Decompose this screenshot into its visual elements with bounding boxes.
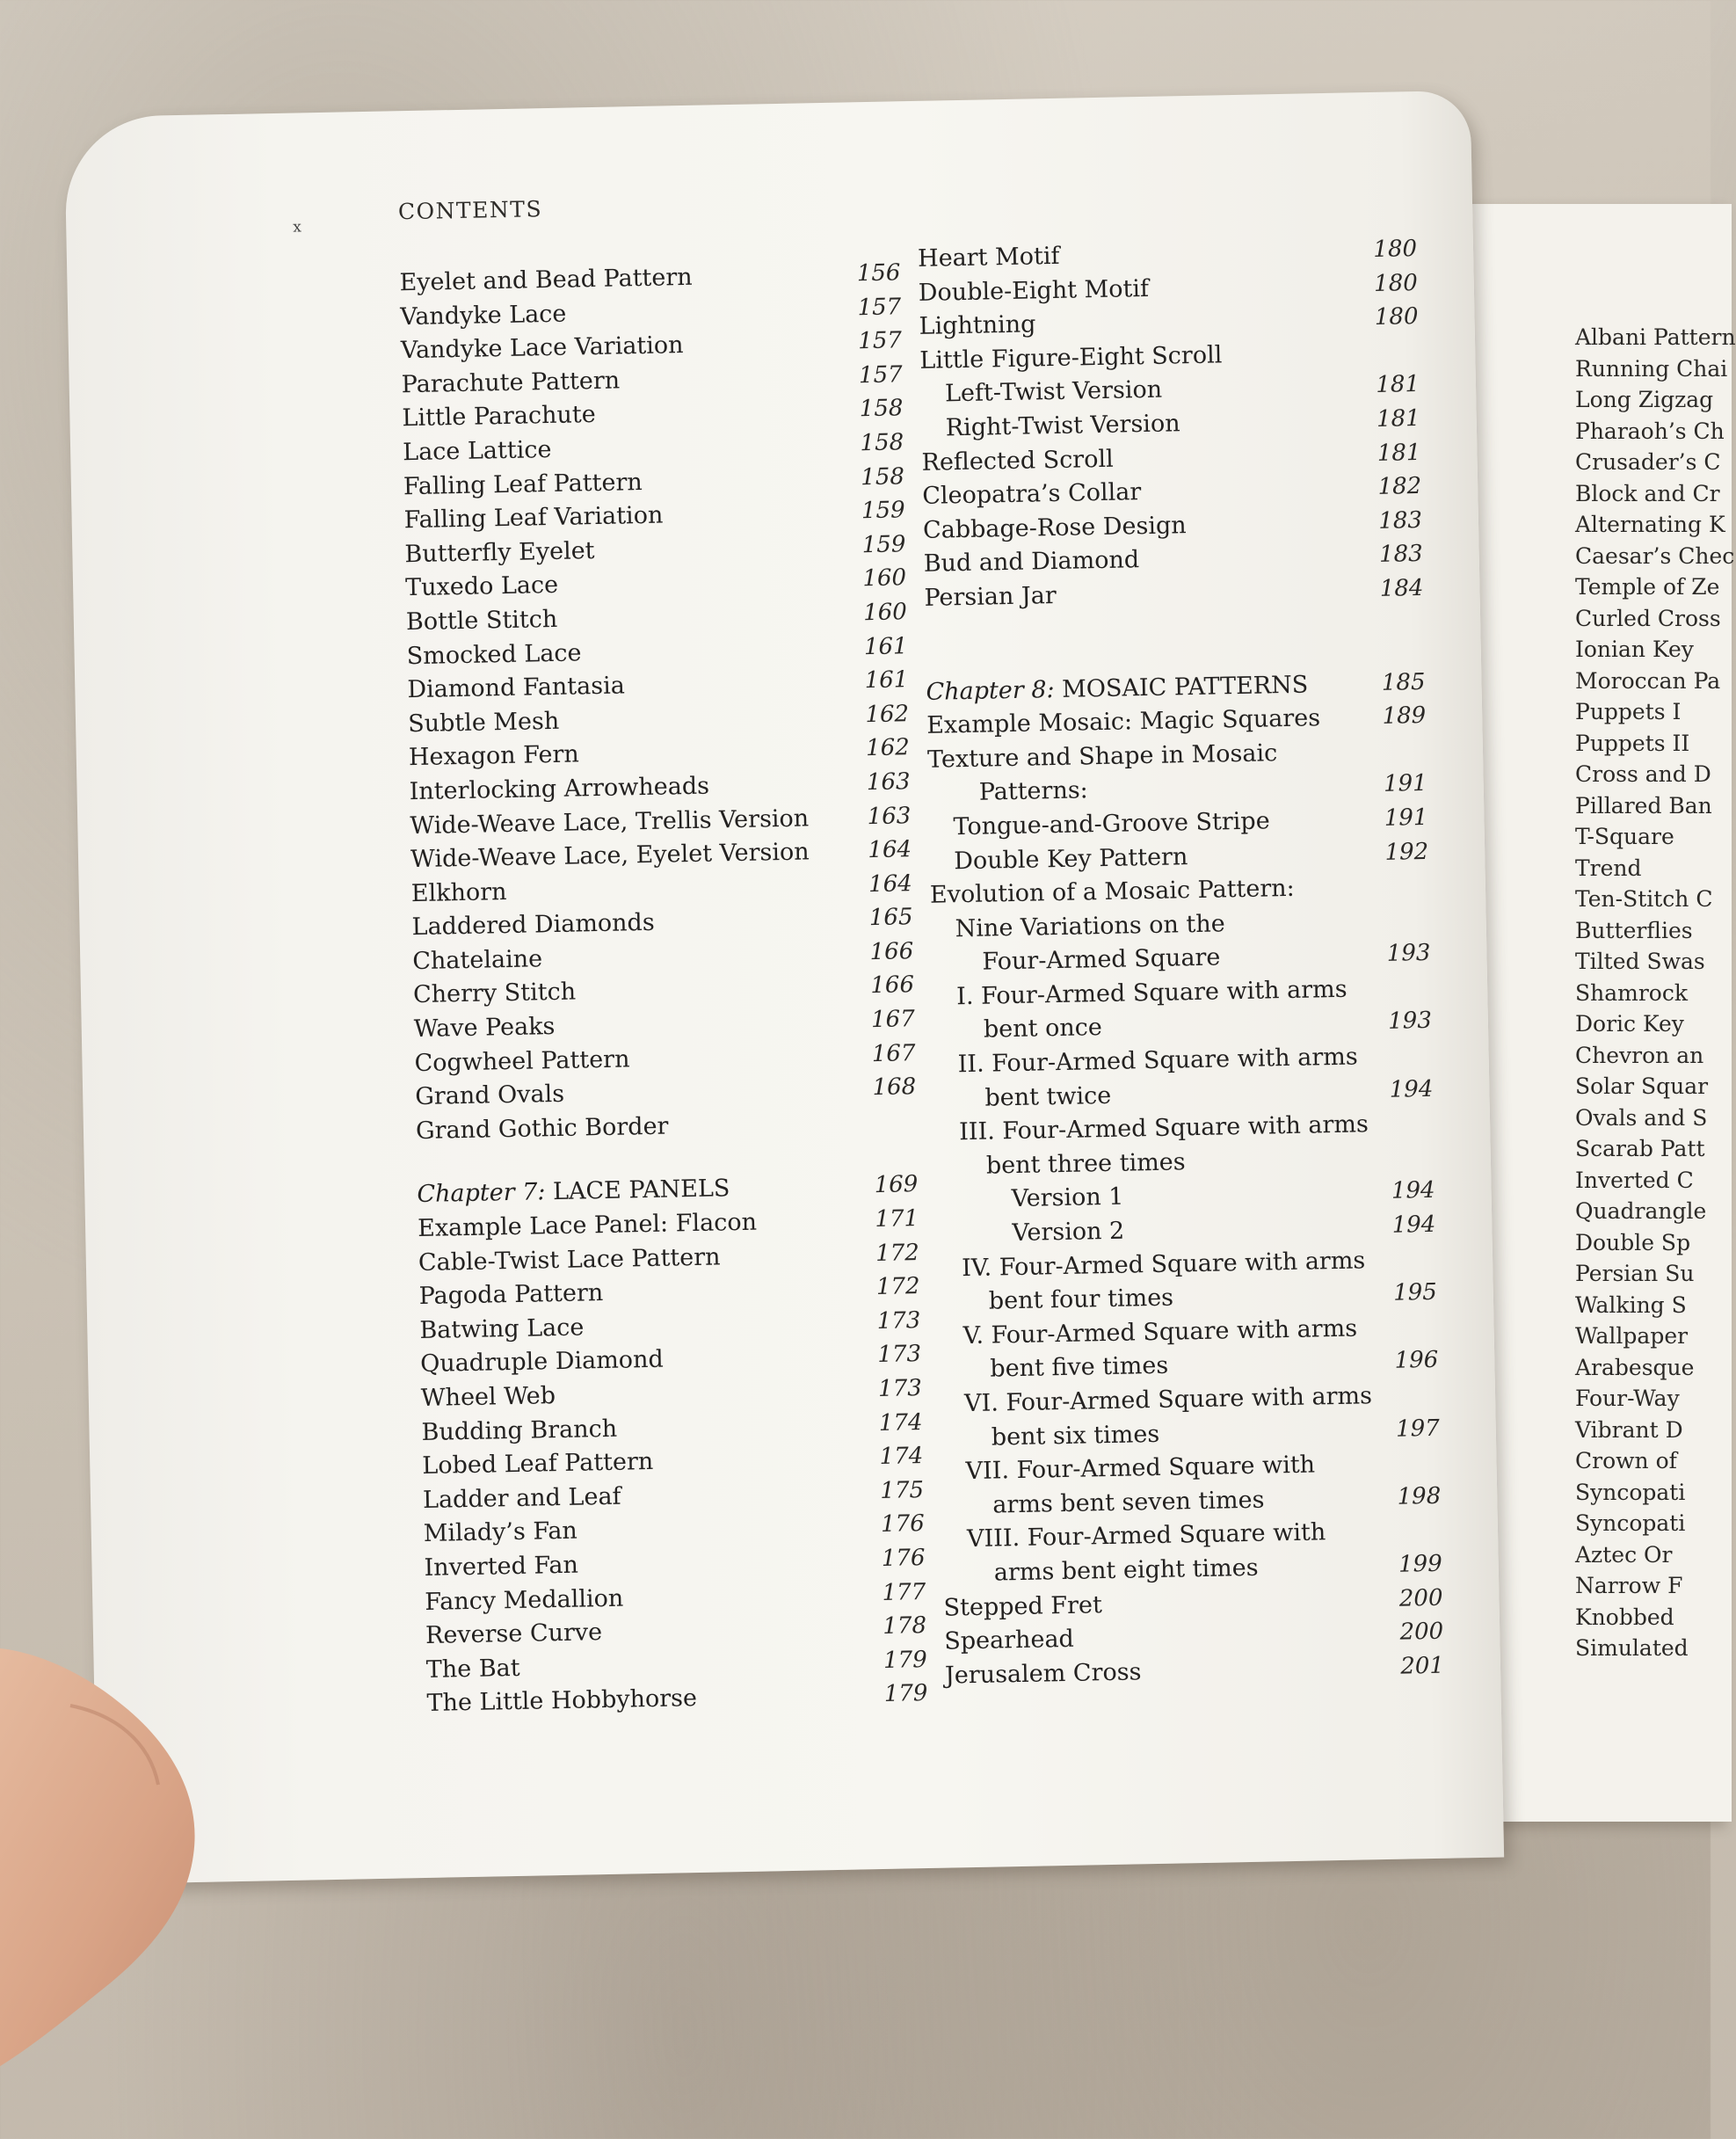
entry-page: 181: [1376, 439, 1421, 467]
entry-title: Grand Gothic Border: [415, 1112, 669, 1145]
next-page-entry: Puppets I: [1575, 699, 1682, 724]
entry-title: Right-Twist Version: [945, 410, 1180, 442]
entry-title: bent six times: [991, 1420, 1160, 1451]
entry-title: VIII. Four-Armed Square with: [966, 1518, 1326, 1553]
contents-column-right: [918, 236, 1445, 1696]
entry-title: Heart Motif: [917, 242, 1060, 273]
next-page-entry: T-Square: [1575, 824, 1674, 849]
entry-page: 183: [1378, 541, 1423, 569]
entry-title: Example Mosaic: Magic Squares: [926, 704, 1321, 739]
entry-page: 173: [877, 1375, 923, 1403]
entry-page: 182: [1377, 473, 1422, 501]
entry-title: Budding Branch: [421, 1415, 618, 1446]
entry-title: Little Parachute: [402, 401, 597, 433]
entry-title: Falling Leaf Pattern: [403, 468, 643, 500]
contents-column-left: [399, 259, 928, 1724]
entry-page: 167: [870, 1006, 916, 1034]
entry-page: 162: [865, 734, 911, 762]
entry-title: Butterfly Eyelet: [404, 536, 595, 568]
entry-page: 180: [1374, 303, 1419, 331]
next-page-entry: Arabesque: [1575, 1354, 1695, 1380]
entry-title: bent twice: [984, 1081, 1112, 1112]
next-page-entry: Alternating K: [1575, 512, 1725, 537]
entry-page: 185: [1381, 668, 1426, 696]
next-page-entry: Ten-Stitch C: [1575, 886, 1713, 912]
entry-page: 156: [856, 259, 901, 287]
entry-title: arms bent eight times: [993, 1553, 1259, 1587]
entry-page: 162: [865, 700, 910, 728]
next-page-entry: Pillared Ban: [1575, 792, 1712, 818]
next-page-entry: Syncopati: [1575, 1510, 1686, 1536]
entry-page: 199: [1398, 1550, 1443, 1578]
entry-title: Version 1: [1011, 1183, 1124, 1213]
next-page-entry: Long Zigzag: [1575, 387, 1714, 412]
entry-title: Reverse Curve: [425, 1619, 603, 1650]
next-page-entry: Butterflies: [1575, 917, 1693, 943]
entry-page: 200: [1398, 1584, 1443, 1612]
entry-title: Grand Ovals: [415, 1080, 565, 1111]
entry-title: Batwing Lace: [419, 1313, 585, 1344]
entry-title: Tuxedo Lace: [404, 571, 559, 602]
next-page-entry: Quadrangle: [1575, 1198, 1707, 1224]
entry-page: 174: [878, 1408, 923, 1437]
next-page-entry: Caesar’s Chec: [1575, 542, 1735, 569]
entry-title: Eyelet and Bead Pattern: [399, 263, 693, 297]
entry-title: Little Figure-Eight Scroll: [919, 341, 1223, 375]
entry-title: Cogwheel Pattern: [414, 1045, 630, 1077]
next-page-entry: Inverted C: [1575, 1167, 1694, 1193]
entry-title: Wide-Weave Lace, Trellis Version: [410, 804, 810, 840]
entry-page: 174: [879, 1443, 924, 1471]
next-page-entry: Pharaoh’s Ch: [1575, 418, 1725, 444]
entry-title: Lightning: [919, 310, 1036, 341]
contents-page: [64, 91, 1504, 1884]
entry-page: 193: [1387, 1008, 1433, 1036]
entry-title: Evolution of a Mosaic Pattern:: [929, 874, 1296, 909]
entry-page: 172: [875, 1273, 920, 1301]
entry-title: Stepped Fret: [943, 1590, 1103, 1622]
entry-page: 196: [1394, 1347, 1439, 1375]
next-page-entry: Cross and D: [1575, 761, 1711, 787]
next-page-entry: Block and Cr: [1575, 480, 1720, 506]
entry-page: 159: [861, 531, 906, 558]
entry-page: 159: [861, 497, 905, 525]
next-page-entry: Walking S: [1575, 1291, 1687, 1318]
entry-title: Vandyke Lace: [399, 300, 567, 331]
chapter-title: LACE PANELS: [552, 1175, 730, 1206]
entry-page: 173: [877, 1341, 922, 1369]
entry-title: Wide-Weave Lace, Eyelet Version: [410, 838, 810, 874]
entry-title: Nine Variations on the: [955, 910, 1225, 942]
entry-page: 160: [862, 599, 908, 627]
entry-title: Chatelaine: [412, 945, 543, 975]
entry-title: Cabbage-Rose Design: [922, 511, 1187, 544]
entry-title: Elkhorn: [410, 877, 507, 907]
entry-page: 175: [880, 1476, 925, 1504]
page-number: x: [293, 218, 302, 236]
entry-title: I. Four-Armed Square with arms: [955, 975, 1347, 1011]
entry-page: 191: [1384, 804, 1428, 832]
entry-title: Milady’s Fan: [423, 1517, 578, 1548]
entry-title: Interlocking Arrowheads: [409, 772, 710, 806]
entry-title: Smocked Lace: [406, 638, 582, 670]
entry-title: Example Lace Panel: Flacon: [417, 1208, 758, 1243]
next-page-entry: Syncopati: [1575, 1479, 1686, 1505]
entry-title: bent five times: [990, 1352, 1169, 1383]
entry-title: Texture and Shape in Mosaic: [926, 738, 1278, 774]
entry-page: 176: [881, 1545, 926, 1572]
entry-page: 181: [1376, 371, 1420, 399]
entry-page: 164: [868, 869, 913, 898]
entry-page: 193: [1386, 940, 1431, 968]
entry-title: Left-Twist Version: [944, 375, 1163, 408]
chapter-label: Chapter 7:: [417, 1178, 546, 1209]
entry-title: Falling Leaf Variation: [403, 501, 664, 535]
next-page-entry: Double Sp: [1575, 1229, 1691, 1255]
entry-title: bent four times: [988, 1284, 1174, 1315]
entry-page: 173: [876, 1306, 921, 1335]
entry-page: 167: [871, 1039, 916, 1067]
entry-title: III. Four-Armed Square with arms: [958, 1110, 1369, 1146]
entry-title: Cable-Twist Lace Pattern: [418, 1243, 721, 1277]
entry-page: 181: [1376, 404, 1420, 433]
entry-title: Lobed Leaf Pattern: [422, 1448, 654, 1481]
entry-title: Wave Peaks: [413, 1013, 556, 1044]
entry-title: Laddered Diamonds: [411, 909, 655, 942]
entry-page: 161: [864, 666, 909, 695]
entry-title: IV. Four-Armed Square with arms: [961, 1246, 1366, 1282]
entry-title: Version 2: [1012, 1217, 1125, 1248]
chapter-title: MOSAIC PATTERNS: [1061, 671, 1309, 703]
entry-title: VII. Four-Armed Square with: [965, 1451, 1316, 1486]
entry-page: 158: [860, 429, 904, 457]
entry-page: 164: [868, 836, 912, 864]
next-page-entry: Solar Squar: [1575, 1073, 1709, 1099]
entry-title: Jerusalem Cross: [944, 1658, 1142, 1690]
hand-holding-book: [0, 1635, 264, 2092]
next-page-entry: Moroccan Pa: [1575, 667, 1721, 694]
entry-title: Diamond Fantasia: [407, 672, 626, 704]
next-page-entry: Trend: [1575, 855, 1642, 881]
entry-page: 157: [858, 361, 903, 389]
entry-page: 198: [1397, 1482, 1442, 1510]
entry-page: 165: [868, 904, 913, 932]
entry-page: 200: [1399, 1618, 1444, 1646]
entry-page: 192: [1384, 838, 1429, 866]
entry-page: 161: [863, 632, 908, 660]
next-page-entry: Scarab Patt: [1575, 1136, 1705, 1161]
entry-page: 166: [870, 971, 915, 1000]
entry-title: The Little Hobbyhorse: [426, 1684, 698, 1718]
next-page-entry: Albani Pattern: [1575, 324, 1736, 350]
next-page-entry: Puppets II: [1575, 730, 1690, 756]
entry-title: Cherry Stitch: [412, 979, 577, 1009]
next-page-entries: [1575, 322, 1736, 1664]
entry-title: Ladder and Leaf: [422, 1482, 621, 1514]
entry-title: Parachute Pattern: [401, 367, 621, 399]
entry-title: Reflected Scroll: [921, 445, 1114, 477]
entry-page: 166: [869, 938, 914, 965]
entry-title: arms bent seven times: [992, 1486, 1265, 1519]
entry-title: Wheel Web: [420, 1382, 556, 1413]
entry-page: 180: [1373, 269, 1419, 297]
entry-title: V. Four-Armed Square with arms: [962, 1314, 1358, 1350]
next-page-entry: Four-Way: [1575, 1386, 1680, 1411]
entry-title: VI. Four-Armed Square with arms: [963, 1382, 1373, 1418]
next-page-entry: Ionian Key: [1575, 637, 1694, 662]
entry-title: Subtle Mesh: [407, 707, 560, 738]
next-page-entry: Crusader’s C: [1575, 449, 1721, 475]
entry-title: Inverted Fan: [424, 1551, 579, 1582]
next-page-entry: Crown of: [1575, 1448, 1677, 1473]
entry-page: 179: [883, 1680, 928, 1708]
entry-page: 163: [866, 768, 911, 797]
entry-title: Quadruple Diamond: [419, 1346, 664, 1379]
entry-page: 179: [883, 1646, 927, 1674]
entry-page: 178: [883, 1612, 927, 1641]
running-head: CONTENTS: [397, 196, 543, 225]
entry-title: Spearhead: [944, 1625, 1075, 1655]
next-page-entry: Temple of Ze: [1575, 574, 1720, 600]
next-page-entry: Aztec Or: [1575, 1541, 1673, 1568]
entry-page: 189: [1382, 702, 1427, 731]
entry-page: 160: [862, 564, 907, 593]
entry-title: Four-Armed Square: [982, 943, 1221, 976]
entry-page: 194: [1391, 1177, 1435, 1205]
entry-page: 163: [867, 802, 912, 830]
entry-title: Patterns:: [978, 776, 1089, 807]
entry-page: 183: [1378, 506, 1423, 535]
next-page-entry: Running Chai: [1575, 355, 1728, 382]
next-page-entry: Wallpaper: [1575, 1323, 1689, 1349]
chapter-label: Chapter 8:: [926, 675, 1055, 706]
next-page-entry: Simulated: [1575, 1635, 1689, 1661]
entry-page: 171: [875, 1205, 919, 1233]
entry-title: bent three times: [985, 1148, 1186, 1180]
entry-page: 195: [1392, 1279, 1438, 1306]
entry-title: Tongue-and-Groove Stripe: [953, 807, 1270, 841]
entry-title: Bottle Stitch: [405, 605, 558, 637]
entry-page: 169: [874, 1171, 919, 1199]
entry-page: 201: [1400, 1652, 1445, 1680]
entry-page: 176: [880, 1510, 926, 1539]
entry-title: Cleopatra’s Collar: [922, 478, 1142, 511]
entry-title: Hexagon Fern: [408, 740, 580, 772]
next-page-entry: Ovals and S: [1575, 1104, 1708, 1131]
entry-title: bent once: [983, 1014, 1103, 1044]
entry-page: 177: [882, 1578, 926, 1606]
next-page-entry: Narrow F: [1575, 1573, 1683, 1598]
entry-page: 194: [1389, 1075, 1434, 1103]
next-page-entry: Vibrant D: [1575, 1416, 1683, 1443]
next-page-entry: Tilted Swas: [1575, 949, 1705, 974]
entry-title: Double Key Pattern: [953, 842, 1188, 875]
entry-title: II. Four-Armed Square with arms: [957, 1043, 1358, 1079]
entry-page: 168: [872, 1073, 917, 1102]
entry-title: Double-Eight Motif: [918, 274, 1150, 307]
entry-page: 157: [857, 293, 902, 321]
entry-title: Vandyke Lace Variation: [400, 331, 684, 365]
entry-page: 197: [1395, 1415, 1441, 1443]
entry-page: 158: [860, 462, 905, 491]
next-page-entry: Curled Cross: [1575, 605, 1721, 631]
next-page-entry: Knobbed: [1575, 1604, 1674, 1630]
entry-title: Fancy Medallion: [425, 1584, 624, 1616]
entry-page: 180: [1373, 236, 1418, 263]
entry-page: 194: [1391, 1211, 1436, 1239]
entry-title: Pagoda Pattern: [418, 1279, 604, 1311]
entry-page: 157: [857, 327, 903, 355]
next-page-entry: Doric Key: [1575, 1011, 1684, 1037]
entry-page: 158: [859, 395, 904, 423]
entry-title: Persian Jar: [924, 581, 1057, 612]
entry-title: The Bat: [425, 1654, 520, 1684]
next-page-entry: Persian Su: [1575, 1261, 1695, 1286]
next-page-entry: Shamrock: [1575, 979, 1688, 1006]
entry-page: 184: [1379, 574, 1424, 602]
entry-title: Bud and Diamond: [923, 546, 1140, 578]
entry-page: 172: [875, 1239, 920, 1267]
next-page-entry: Chevron an: [1575, 1042, 1704, 1068]
entry-title: Lace Lattice: [402, 435, 552, 467]
entry-page: 191: [1383, 770, 1427, 798]
